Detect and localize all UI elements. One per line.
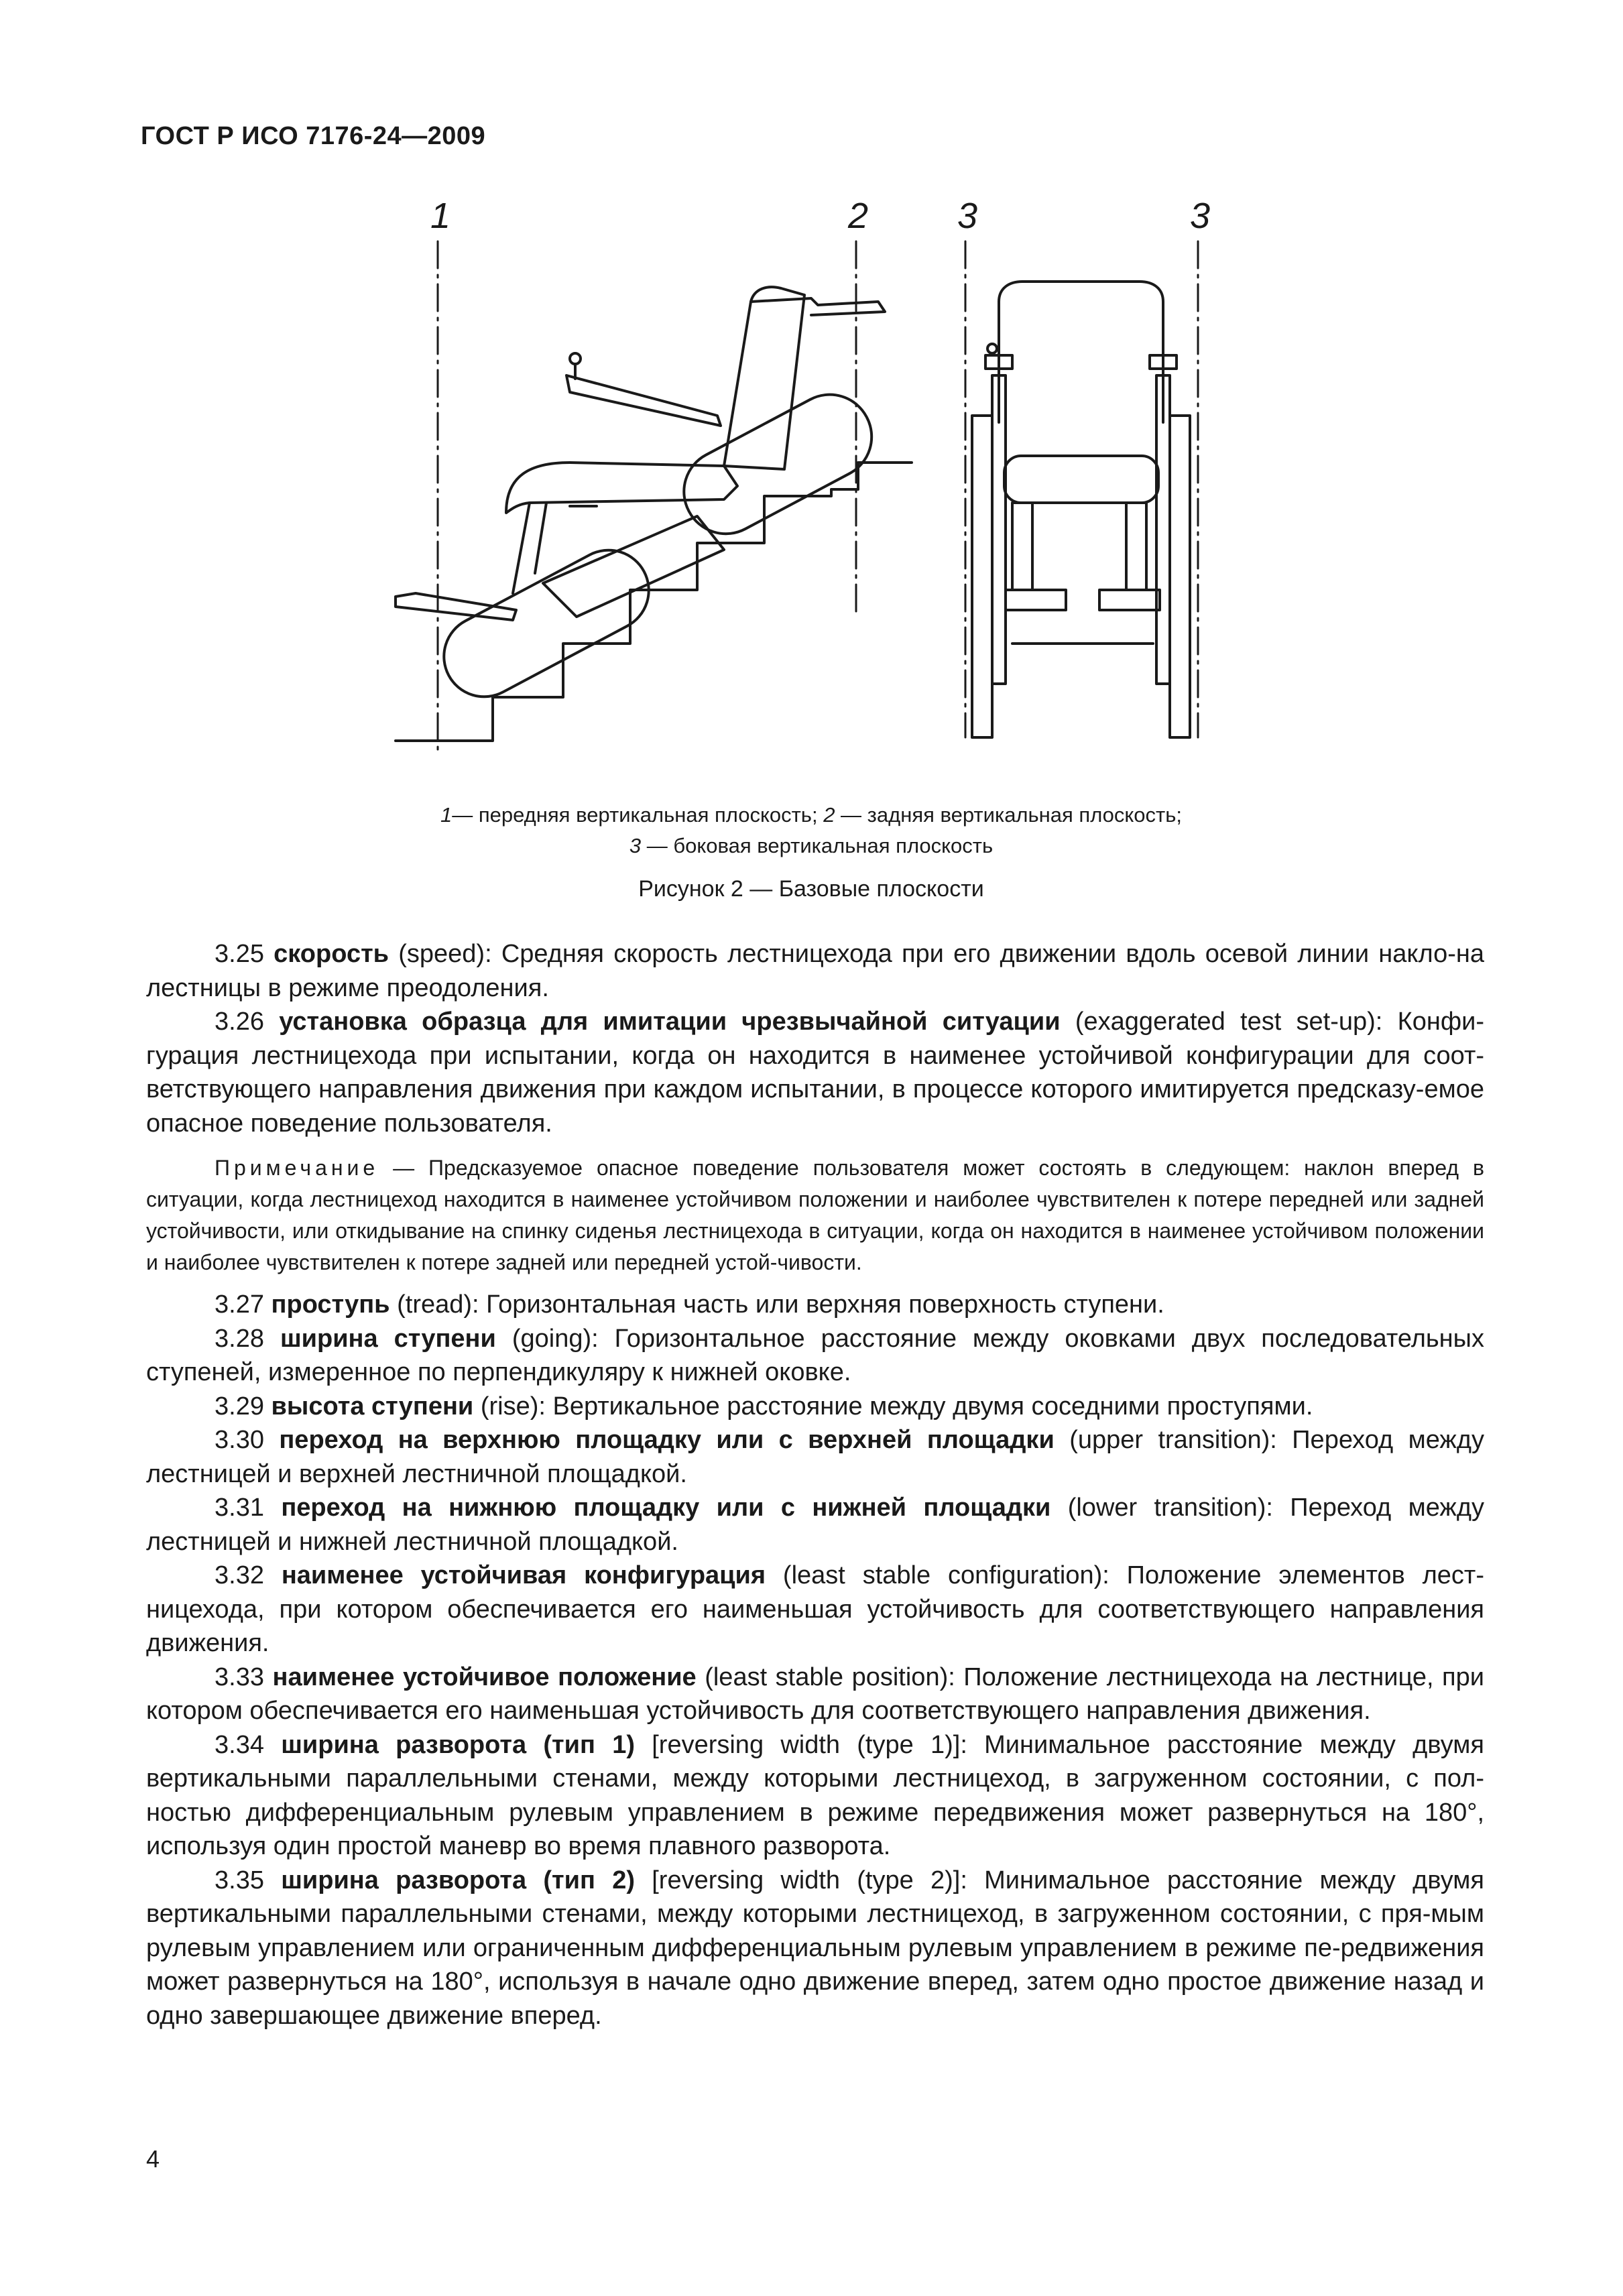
definition-3-26: 3.26 установка образца для имитации чрезвычайной ситуации (exaggerated test set-up): Конфи-гурация лестницехода при испытании, когда он находится в наименее устойчивой конфигурации для соот-ветствующего направления движения при каждом испытании, в процессе которого имитируется предсказу-емое опасное поведение пользователя. bbox=[146, 1008, 1484, 1138]
legend-line-2: 3 — боковая вертикальная плоскость bbox=[629, 834, 994, 857]
definition-3-25: 3.25 скорость (speed): Средняя скорость лестницехода при его движении вдоль осевой линии накло-на лестницы в режиме преодоления. bbox=[146, 940, 1484, 1002]
definitions-block bbox=[146, 937, 1484, 2033]
definition-3-28: 3.28 ширина ступени (going): Горизонтальное расстояние между оковками двух последовательных ступеней, измеренное по перпендикуляру к нижней оковке. bbox=[146, 1324, 1484, 1386]
plane-label-2: 2 bbox=[848, 201, 869, 236]
definition-3-34: 3.34 ширина разворота (тип 1) [reversing width (type 1)]: Минимальное расстояние между двумя вертикальными параллельными стенами, между которыми лестницеход, в загруженном состоянии, с пол-ностью дифференциальным рулевым управлением в режиме передвижения может развернуться на 180°, используя один простой маневр во время плавного разворота. bbox=[146, 1730, 1484, 1860]
right-track-front bbox=[1170, 416, 1190, 737]
page-number: 4 bbox=[146, 2145, 160, 2173]
seat-cushion bbox=[506, 463, 737, 513]
figure-reference-planes bbox=[375, 201, 1301, 778]
backrest bbox=[724, 287, 804, 469]
legend-line-1: 1— передняя вертикальная плоскость; 2 — задняя вертикальная плоскость; bbox=[440, 803, 1183, 827]
front-control-knob bbox=[987, 344, 997, 353]
left-track-front bbox=[972, 416, 992, 737]
lower-track bbox=[430, 536, 663, 711]
seat-supports bbox=[513, 503, 597, 593]
right-foot-plate bbox=[1099, 590, 1160, 610]
note-label: Примечание bbox=[215, 1156, 379, 1180]
plane-label-3-right: 3 bbox=[1190, 201, 1211, 236]
definition-3-31: 3.31 переход на нижнюю площадку или с нижней площадки (lower transition): Переход между лестницей и нижней лестничной площадкой. bbox=[146, 1494, 1484, 1556]
armrest bbox=[566, 375, 721, 426]
definition-3-32: 3.32 наименее устойчивая конфигурация (least stable configuration): Положение элементов лест-ницехода, при котором обеспечивается его наименьшая устойчивость для соответствующего направления движения. bbox=[146, 1561, 1484, 1657]
note bbox=[146, 1152, 1484, 1278]
document-header: ГОСТ Р ИСО 7176-24—2009 bbox=[141, 122, 486, 150]
plane-label-1: 1 bbox=[430, 201, 451, 236]
definition-3-33: 3.33 наименее устойчивое положение (least stable position): Положение лестницехода на лестнице, при котором обеспечивается его наименьшая устойчивость для соответствующего направления движения. bbox=[146, 1663, 1484, 1725]
definition-3-35: 3.35 ширина разворота (тип 2) [reversing width (type 2)]: Минимальное расстояние между двумя вертикальными параллельными стенами, между которыми лестницеход, в загруженном состоянии, с пря-мым рулевым управлением или ограниченным дифференциальным рулевым управлением в режиме пе-редвижения может развернуться на 180°, используя в начале одно движение вперед, затем одно простое движение назад и одно завершающее движение вперед. bbox=[146, 1866, 1484, 2030]
left-foot-plate bbox=[1006, 590, 1066, 610]
footrest bbox=[396, 593, 516, 620]
figure-legend bbox=[147, 800, 1475, 861]
plane-label-3-left: 3 bbox=[957, 201, 978, 236]
definition-3-29: 3.29 высота ступени (rise): Вертикальное расстояние между двумя соседними проступями. bbox=[215, 1392, 1313, 1421]
push-handle bbox=[751, 298, 885, 315]
stairclimber-diagram bbox=[375, 201, 1301, 778]
definition-3-30: 3.30 переход на верхнюю площадку или с верхней площадки (upper transition): Переход между лестницей и верхней лестничной площадкой. bbox=[146, 1426, 1484, 1488]
note-text: — Предсказуемое опасное поведение пользователя может состоять в следующем: наклон вперед в ситуации, когда лестницеход находится в наименее устойчивом положении и наиболее чувствителен к потере передней или задней устойчивости, или откидывание на спинку сиденья лестницехода в ситуации, когда он находится в наименее устойчивом положении и наиболее чувствителен к потере задней или передней устой-чивости. bbox=[146, 1156, 1484, 1274]
front-view-backrest-frame bbox=[999, 282, 1163, 422]
figure-caption: Рисунок 2 — Базовые плоскости bbox=[638, 876, 984, 902]
front-seat-cushion bbox=[1004, 456, 1158, 503]
right-seat-leg bbox=[1126, 503, 1146, 590]
definition-3-27: 3.27 проступь (tread): Горизонтальная часть или верхняя поверхность ступени. bbox=[215, 1290, 1164, 1319]
left-seat-leg bbox=[1012, 503, 1032, 590]
control-knob bbox=[570, 353, 581, 364]
